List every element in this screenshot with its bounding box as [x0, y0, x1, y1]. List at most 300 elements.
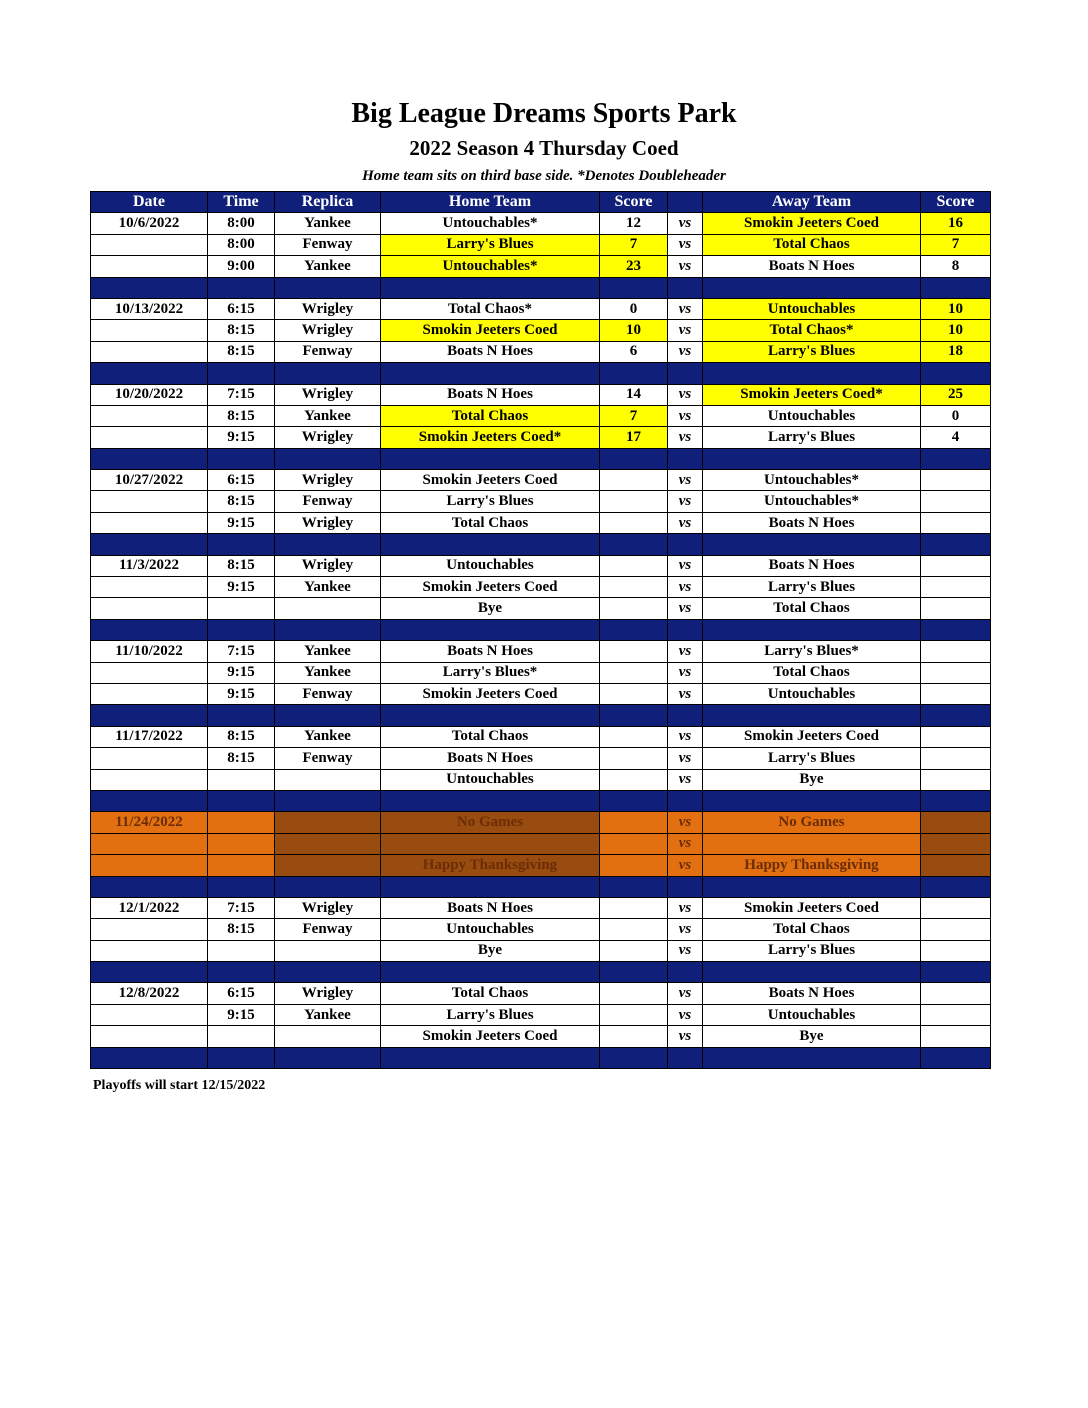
- vs-cell: vs: [668, 320, 703, 341]
- time-cell: [208, 598, 275, 619]
- separator-cell: [381, 705, 600, 726]
- time-cell: 9:15: [208, 662, 275, 683]
- replica-cell: Yankee: [275, 726, 381, 747]
- away-team-cell: Smokin Jeeters Coed*: [703, 384, 921, 405]
- away-score-cell: [921, 726, 991, 747]
- separator-cell: [275, 876, 381, 897]
- away-team-cell: Smokin Jeeters Coed: [703, 213, 921, 234]
- away-score-cell: [921, 940, 991, 961]
- home-team-cell: Untouchables: [381, 555, 600, 576]
- table-row: [91, 256, 991, 277]
- table-row: [91, 1004, 991, 1025]
- home-team-cell: Untouchables: [381, 919, 600, 940]
- separator-cell: [91, 363, 208, 384]
- page-subtitle: 2022 Season 4 Thursday Coed: [409, 136, 679, 160]
- separator-cell: [275, 790, 381, 811]
- vs-cell: vs: [668, 940, 703, 961]
- separator-cell: [91, 534, 208, 555]
- table-row: [91, 512, 991, 533]
- vs-cell: vs: [668, 427, 703, 448]
- away-score-cell: 18: [921, 341, 991, 362]
- away-team-cell: Boats N Hoes: [703, 983, 921, 1004]
- separator-cell: [208, 962, 275, 983]
- home-team-cell: Untouchables*: [381, 213, 600, 234]
- vs-cell: vs: [668, 662, 703, 683]
- date-cell: 11/10/2022: [91, 641, 208, 662]
- away-score-cell: 4: [921, 427, 991, 448]
- week-separator-row: [91, 363, 991, 384]
- date-cell: [91, 662, 208, 683]
- separator-cell: [600, 876, 668, 897]
- away-team-cell: Happy Thanksgiving: [703, 855, 921, 876]
- time-cell: 8:15: [208, 320, 275, 341]
- home-score-cell: [600, 641, 668, 662]
- time-cell: [208, 855, 275, 876]
- away-score-cell: [921, 491, 991, 512]
- table-row: [91, 577, 991, 598]
- home-score-cell: [600, 555, 668, 576]
- home-team-cell: Larry's Blues: [381, 491, 600, 512]
- time-cell: 8:15: [208, 405, 275, 426]
- away-score-cell: 16: [921, 213, 991, 234]
- separator-cell: [600, 619, 668, 640]
- home-score-cell: [600, 769, 668, 790]
- separator-cell: [91, 705, 208, 726]
- time-cell: 6:15: [208, 470, 275, 491]
- separator-cell: [381, 790, 600, 811]
- time-cell: 8:15: [208, 726, 275, 747]
- replica-cell: Wrigley: [275, 897, 381, 918]
- schedule-body: [91, 213, 991, 1069]
- separator-cell: [275, 619, 381, 640]
- vs-cell: vs: [668, 555, 703, 576]
- replica-cell: Fenway: [275, 919, 381, 940]
- vs-cell: vs: [668, 897, 703, 918]
- away-team-cell: Untouchables: [703, 405, 921, 426]
- away-team-cell: Bye: [703, 769, 921, 790]
- vs-cell: vs: [668, 384, 703, 405]
- separator-cell: [275, 363, 381, 384]
- separator-cell: [208, 876, 275, 897]
- separator-cell: [381, 1047, 600, 1068]
- separator-cell: [275, 1047, 381, 1068]
- table-row: [91, 683, 991, 704]
- separator-cell: [208, 448, 275, 469]
- away-score-cell: [921, 641, 991, 662]
- week-separator-row: [91, 619, 991, 640]
- separator-cell: [703, 705, 921, 726]
- replica-cell: Fenway: [275, 748, 381, 769]
- away-team-cell: Total Chaos: [703, 234, 921, 255]
- replica-cell: Wrigley: [275, 427, 381, 448]
- home-score-cell: [600, 940, 668, 961]
- separator-cell: [275, 705, 381, 726]
- away-score-cell: 25: [921, 384, 991, 405]
- vs-cell: vs: [668, 748, 703, 769]
- replica-cell: Yankee: [275, 256, 381, 277]
- schedule-note: Home team sits on third base side. *Denotes Doubleheader: [362, 168, 726, 184]
- away-team-cell: Larry's Blues: [703, 427, 921, 448]
- col-header-away-team: Away Team: [703, 192, 921, 213]
- time-cell: 7:15: [208, 384, 275, 405]
- table-row: [91, 897, 991, 918]
- table-row: [91, 726, 991, 747]
- table-row: [91, 855, 991, 876]
- home-team-cell: Larry's Blues*: [381, 662, 600, 683]
- away-team-cell: No Games: [703, 812, 921, 833]
- separator-cell: [208, 363, 275, 384]
- home-score-cell: 0: [600, 298, 668, 319]
- replica-cell: [275, 598, 381, 619]
- home-score-cell: 23: [600, 256, 668, 277]
- col-header-date: Date: [91, 192, 208, 213]
- week-separator-row: [91, 277, 991, 298]
- home-team-cell: Boats N Hoes: [381, 641, 600, 662]
- date-cell: 10/13/2022: [91, 298, 208, 319]
- separator-cell: [208, 705, 275, 726]
- vs-cell: vs: [668, 833, 703, 854]
- home-score-cell: [600, 512, 668, 533]
- separator-cell: [668, 448, 703, 469]
- away-score-cell: [921, 1004, 991, 1025]
- away-score-cell: [921, 1026, 991, 1047]
- vs-cell: vs: [668, 470, 703, 491]
- home-team-cell: Smokin Jeeters Coed: [381, 683, 600, 704]
- away-score-cell: [921, 577, 991, 598]
- home-team-cell: Boats N Hoes: [381, 341, 600, 362]
- separator-cell: [921, 448, 991, 469]
- away-score-cell: [921, 555, 991, 576]
- separator-cell: [381, 448, 600, 469]
- away-team-cell: Smokin Jeeters Coed: [703, 726, 921, 747]
- replica-cell: Yankee: [275, 213, 381, 234]
- vs-cell: vs: [668, 812, 703, 833]
- date-cell: [91, 405, 208, 426]
- table-row: [91, 769, 991, 790]
- separator-cell: [208, 534, 275, 555]
- date-cell: [91, 1026, 208, 1047]
- separator-cell: [208, 1047, 275, 1068]
- replica-cell: Yankee: [275, 577, 381, 598]
- replica-cell: Fenway: [275, 683, 381, 704]
- replica-cell: [275, 855, 381, 876]
- date-cell: [91, 855, 208, 876]
- date-cell: [91, 683, 208, 704]
- home-score-cell: [600, 598, 668, 619]
- separator-cell: [668, 1047, 703, 1068]
- away-team-cell: Larry's Blues: [703, 940, 921, 961]
- separator-cell: [921, 876, 991, 897]
- playoffs-note: Playoffs will start 12/15/2022: [93, 1078, 266, 1093]
- separator-cell: [275, 277, 381, 298]
- separator-cell: [668, 277, 703, 298]
- home-team-cell: Smokin Jeeters Coed: [381, 577, 600, 598]
- away-team-cell: [703, 833, 921, 854]
- table-row: [91, 298, 991, 319]
- replica-cell: Wrigley: [275, 384, 381, 405]
- home-team-cell: Smokin Jeeters Coed: [381, 320, 600, 341]
- home-score-cell: 17: [600, 427, 668, 448]
- home-score-cell: [600, 919, 668, 940]
- date-cell: 10/20/2022: [91, 384, 208, 405]
- col-header-home-team: Home Team: [381, 192, 600, 213]
- away-team-cell: Larry's Blues: [703, 748, 921, 769]
- col-header-time: Time: [208, 192, 275, 213]
- table-row: [91, 662, 991, 683]
- separator-cell: [668, 619, 703, 640]
- date-cell: [91, 256, 208, 277]
- table-row: [91, 427, 991, 448]
- replica-cell: [275, 940, 381, 961]
- away-score-cell: [921, 598, 991, 619]
- time-cell: [208, 769, 275, 790]
- date-cell: [91, 320, 208, 341]
- away-score-cell: [921, 833, 991, 854]
- away-team-cell: Boats N Hoes: [703, 256, 921, 277]
- week-separator-row: [91, 534, 991, 555]
- away-score-cell: [921, 683, 991, 704]
- separator-cell: [600, 962, 668, 983]
- away-score-cell: [921, 855, 991, 876]
- away-score-cell: [921, 919, 991, 940]
- away-team-cell: Total Chaos: [703, 662, 921, 683]
- home-team-cell: No Games: [381, 812, 600, 833]
- week-separator-row: [91, 1047, 991, 1068]
- separator-cell: [208, 619, 275, 640]
- separator-cell: [381, 534, 600, 555]
- vs-cell: vs: [668, 855, 703, 876]
- table-row: [91, 491, 991, 512]
- date-cell: 11/3/2022: [91, 555, 208, 576]
- separator-cell: [921, 619, 991, 640]
- home-score-cell: [600, 726, 668, 747]
- time-cell: 8:15: [208, 341, 275, 362]
- home-team-cell: Boats N Hoes: [381, 748, 600, 769]
- away-team-cell: Total Chaos*: [703, 320, 921, 341]
- replica-cell: [275, 812, 381, 833]
- date-cell: [91, 919, 208, 940]
- replica-cell: Wrigley: [275, 470, 381, 491]
- away-score-cell: [921, 512, 991, 533]
- separator-cell: [703, 448, 921, 469]
- away-team-cell: Total Chaos: [703, 598, 921, 619]
- away-team-cell: Untouchables*: [703, 491, 921, 512]
- away-score-cell: 0: [921, 405, 991, 426]
- home-team-cell: Total Chaos: [381, 726, 600, 747]
- away-score-cell: [921, 812, 991, 833]
- time-cell: 8:15: [208, 555, 275, 576]
- home-team-cell: Larry's Blues: [381, 234, 600, 255]
- time-cell: 9:15: [208, 577, 275, 598]
- separator-cell: [668, 705, 703, 726]
- week-separator-row: [91, 448, 991, 469]
- away-score-cell: 10: [921, 320, 991, 341]
- away-team-cell: Untouchables: [703, 298, 921, 319]
- home-score-cell: 7: [600, 234, 668, 255]
- time-cell: 9:00: [208, 256, 275, 277]
- away-score-cell: 7: [921, 234, 991, 255]
- away-score-cell: [921, 470, 991, 491]
- replica-cell: Yankee: [275, 641, 381, 662]
- time-cell: 8:15: [208, 491, 275, 512]
- separator-cell: [921, 705, 991, 726]
- separator-cell: [381, 876, 600, 897]
- separator-cell: [91, 1047, 208, 1068]
- separator-cell: [91, 962, 208, 983]
- home-score-cell: [600, 577, 668, 598]
- table-row: [91, 919, 991, 940]
- separator-cell: [921, 790, 991, 811]
- separator-cell: [275, 448, 381, 469]
- home-score-cell: [600, 683, 668, 704]
- separator-cell: [600, 448, 668, 469]
- home-score-cell: [600, 491, 668, 512]
- home-score-cell: [600, 470, 668, 491]
- replica-cell: Fenway: [275, 491, 381, 512]
- replica-cell: Wrigley: [275, 298, 381, 319]
- time-cell: 8:00: [208, 213, 275, 234]
- week-separator-row: [91, 876, 991, 897]
- separator-cell: [703, 1047, 921, 1068]
- home-score-cell: 12: [600, 213, 668, 234]
- separator-cell: [275, 534, 381, 555]
- separator-cell: [600, 277, 668, 298]
- date-cell: [91, 598, 208, 619]
- time-cell: 9:15: [208, 683, 275, 704]
- table-row: [91, 1026, 991, 1047]
- vs-cell: vs: [668, 683, 703, 704]
- vs-cell: vs: [668, 298, 703, 319]
- vs-cell: vs: [668, 1026, 703, 1047]
- vs-cell: vs: [668, 983, 703, 1004]
- away-team-cell: Larry's Blues: [703, 577, 921, 598]
- table-row: [91, 213, 991, 234]
- table-row: [91, 983, 991, 1004]
- col-header-replica: Replica: [275, 192, 381, 213]
- separator-cell: [921, 1047, 991, 1068]
- separator-cell: [703, 962, 921, 983]
- away-score-cell: [921, 769, 991, 790]
- away-score-cell: [921, 983, 991, 1004]
- table-row: [91, 598, 991, 619]
- separator-cell: [91, 448, 208, 469]
- date-cell: 11/24/2022: [91, 812, 208, 833]
- date-cell: [91, 748, 208, 769]
- home-team-cell: Smokin Jeeters Coed: [381, 1026, 600, 1047]
- separator-cell: [600, 1047, 668, 1068]
- away-score-cell: 8: [921, 256, 991, 277]
- replica-cell: Wrigley: [275, 983, 381, 1004]
- table-row: [91, 234, 991, 255]
- separator-cell: [208, 790, 275, 811]
- separator-cell: [703, 619, 921, 640]
- separator-cell: [921, 277, 991, 298]
- separator-cell: [668, 876, 703, 897]
- separator-cell: [91, 876, 208, 897]
- home-score-cell: [600, 812, 668, 833]
- separator-cell: [703, 363, 921, 384]
- date-cell: [91, 1004, 208, 1025]
- table-row: [91, 405, 991, 426]
- time-cell: 9:15: [208, 1004, 275, 1025]
- home-score-cell: [600, 662, 668, 683]
- separator-cell: [381, 619, 600, 640]
- home-score-cell: 6: [600, 341, 668, 362]
- replica-cell: [275, 833, 381, 854]
- date-cell: [91, 491, 208, 512]
- separator-cell: [703, 534, 921, 555]
- time-cell: 7:15: [208, 897, 275, 918]
- separator-cell: [703, 790, 921, 811]
- away-team-cell: Larry's Blues*: [703, 641, 921, 662]
- home-score-cell: 7: [600, 405, 668, 426]
- separator-cell: [600, 790, 668, 811]
- table-row: [91, 641, 991, 662]
- vs-cell: vs: [668, 769, 703, 790]
- away-team-cell: Untouchables*: [703, 470, 921, 491]
- table-row: [91, 833, 991, 854]
- time-cell: 8:15: [208, 919, 275, 940]
- week-separator-row: [91, 962, 991, 983]
- home-score-cell: [600, 833, 668, 854]
- home-team-cell: Boats N Hoes: [381, 384, 600, 405]
- away-score-cell: 10: [921, 298, 991, 319]
- separator-cell: [668, 790, 703, 811]
- replica-cell: Yankee: [275, 662, 381, 683]
- vs-cell: vs: [668, 1004, 703, 1025]
- separator-cell: [91, 619, 208, 640]
- date-cell: [91, 940, 208, 961]
- table-row: [91, 384, 991, 405]
- date-cell: 12/8/2022: [91, 983, 208, 1004]
- vs-cell: vs: [668, 726, 703, 747]
- vs-cell: vs: [668, 256, 703, 277]
- replica-cell: Fenway: [275, 341, 381, 362]
- home-score-cell: 14: [600, 384, 668, 405]
- separator-cell: [91, 277, 208, 298]
- date-cell: [91, 427, 208, 448]
- week-separator-row: [91, 705, 991, 726]
- home-team-cell: Total Chaos: [381, 512, 600, 533]
- header-row: [91, 192, 991, 213]
- table-row: [91, 470, 991, 491]
- home-score-cell: 10: [600, 320, 668, 341]
- home-score-cell: [600, 1004, 668, 1025]
- col-header-vs: [668, 192, 703, 213]
- time-cell: 7:15: [208, 641, 275, 662]
- separator-cell: [703, 876, 921, 897]
- home-team-cell: Total Chaos: [381, 405, 600, 426]
- separator-cell: [381, 962, 600, 983]
- separator-cell: [703, 277, 921, 298]
- replica-cell: Yankee: [275, 405, 381, 426]
- home-team-cell: Smokin Jeeters Coed: [381, 470, 600, 491]
- date-cell: 12/1/2022: [91, 897, 208, 918]
- time-cell: 9:15: [208, 427, 275, 448]
- home-score-cell: [600, 897, 668, 918]
- home-score-cell: [600, 1026, 668, 1047]
- home-team-cell: Total Chaos*: [381, 298, 600, 319]
- date-cell: 11/17/2022: [91, 726, 208, 747]
- vs-cell: vs: [668, 919, 703, 940]
- separator-cell: [668, 363, 703, 384]
- table-row: [91, 940, 991, 961]
- date-cell: [91, 833, 208, 854]
- time-cell: 8:15: [208, 748, 275, 769]
- time-cell: [208, 1026, 275, 1047]
- replica-cell: Fenway: [275, 234, 381, 255]
- separator-cell: [381, 363, 600, 384]
